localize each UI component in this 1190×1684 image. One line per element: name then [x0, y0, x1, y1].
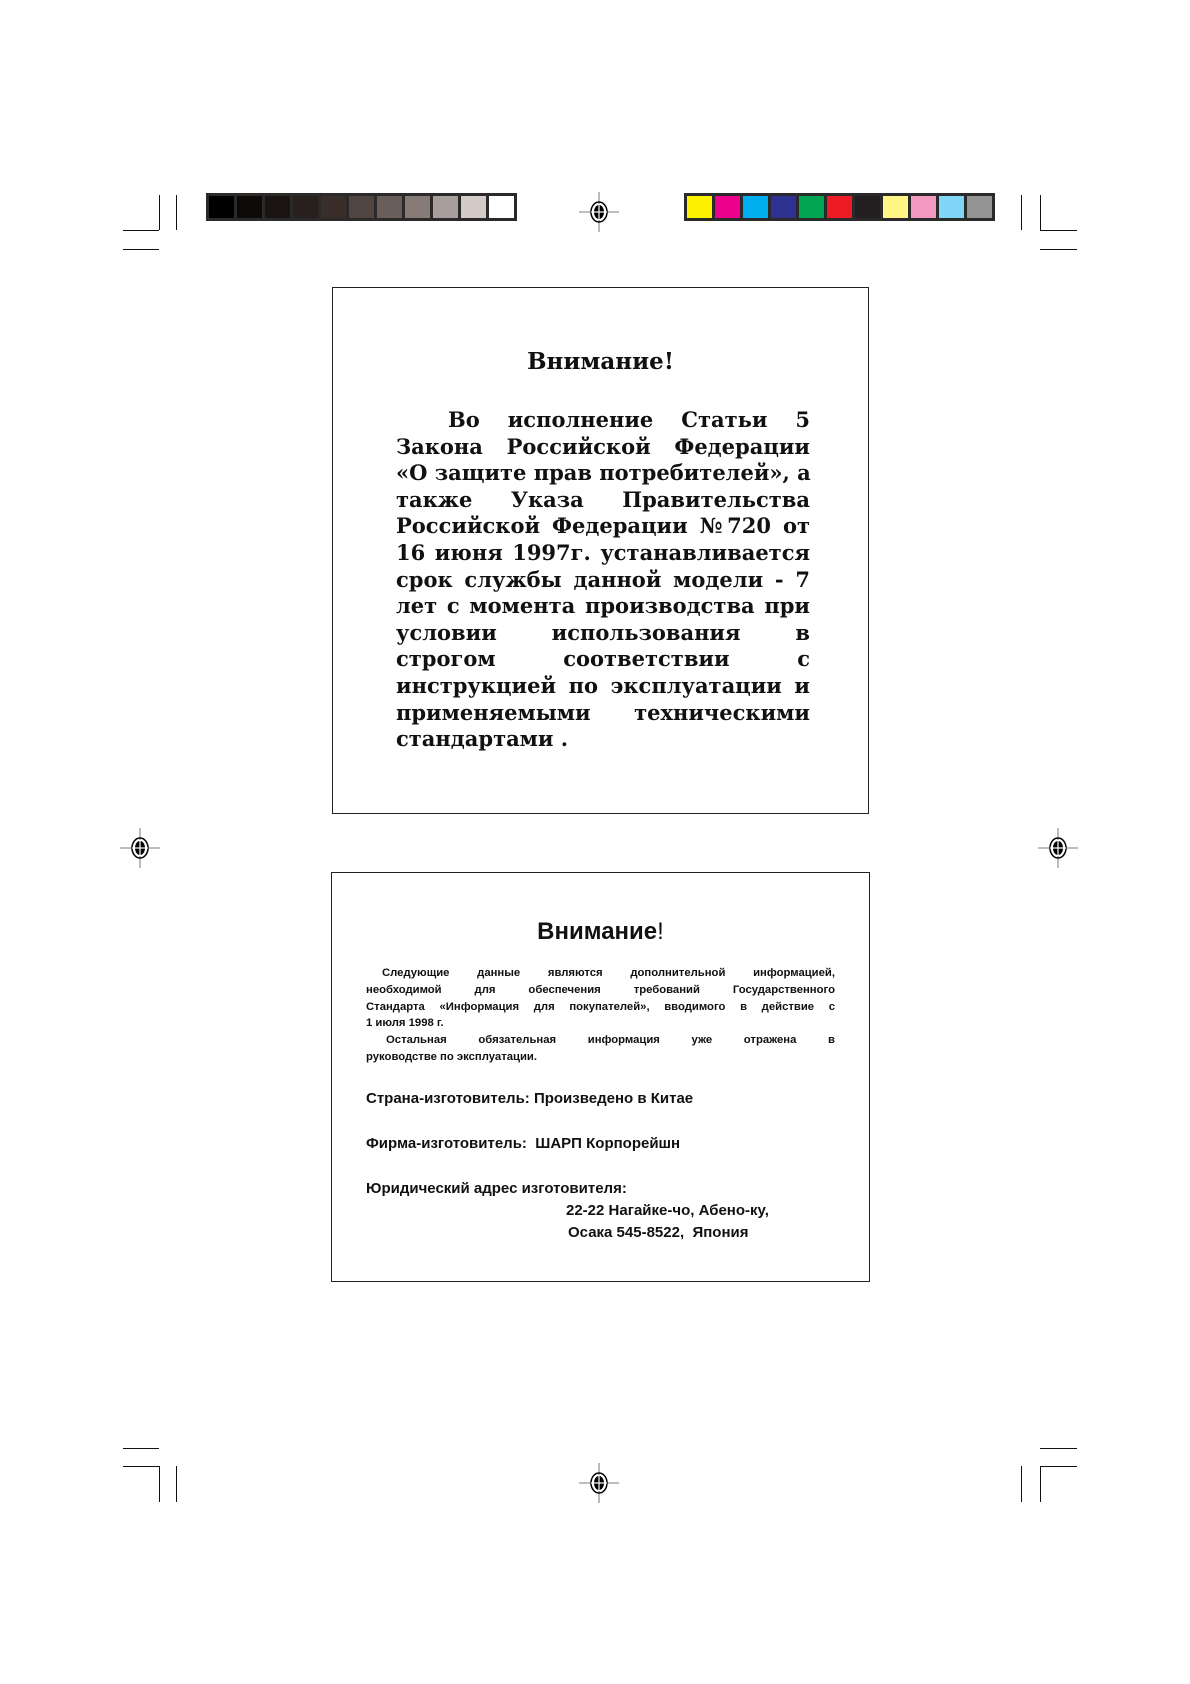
color-swatch: [827, 196, 852, 218]
notice-body: [366, 965, 835, 1066]
registration-mark-icon: [579, 192, 619, 232]
address-line: 22-22 Нагайке-чо, Абено-ку,: [566, 1202, 769, 1219]
registration-mark-icon: [579, 1463, 619, 1503]
color-swatch: [461, 196, 486, 218]
manufacturer: Фирма-изготовитель: ШАРП Корпорейшн: [366, 1135, 681, 1152]
notice-title: Внимание!: [527, 348, 674, 375]
color-swatch: [687, 196, 712, 218]
notice-line: лет с момента производства при: [396, 593, 810, 619]
notice-line: Во исполнение Статьи 5: [448, 407, 810, 432]
color-calibration-bar: [684, 193, 995, 221]
registration-mark-icon: [120, 828, 160, 868]
color-swatch: [743, 196, 768, 218]
color-swatch: [967, 196, 992, 218]
notice-line: необходимой для обеспечения требований Государственного: [366, 983, 835, 996]
notice-line: строгом соответствии с: [396, 646, 810, 672]
notice-title-mark: !: [657, 918, 664, 945]
color-swatch: [265, 196, 290, 218]
notice-line: условии использования в: [396, 619, 810, 645]
color-swatch: [377, 196, 402, 218]
notice-title-text: Внимание: [537, 918, 658, 945]
notice-line: 16 июня 1997г. устанавливается: [396, 539, 810, 565]
notice-body: [396, 407, 810, 753]
color-swatch: [855, 196, 880, 218]
color-swatch: [433, 196, 458, 218]
notice-line: Закона Российской Федерации: [396, 433, 810, 459]
notice-line: стандартами .: [396, 726, 569, 752]
color-swatch: [883, 196, 908, 218]
notice-line: инструкцией по эксплуатации и: [396, 672, 810, 698]
color-swatch: [293, 196, 318, 218]
color-swatch: [321, 196, 346, 218]
color-swatch: [771, 196, 796, 218]
notice-line: Остальная обязательная информация уже отражена в: [386, 1034, 835, 1047]
notice-line: срок службы данной модели - 7: [396, 566, 810, 592]
color-swatch: [715, 196, 740, 218]
color-swatch: [799, 196, 824, 218]
color-swatch: [939, 196, 964, 218]
notice-line: Следующие данные являются дополнительной информацией,: [382, 967, 835, 979]
notice-line: применяемыми техническими: [396, 699, 810, 725]
notice-title: [332, 918, 869, 946]
notice-line: «О защите прав потребителей», а: [396, 460, 811, 486]
manufacturer-info-notice: [331, 872, 870, 1282]
notice-line: Российской Федерации №720 от: [396, 513, 810, 539]
color-swatch: [209, 196, 234, 218]
notice-line: 1 июля 1998 г.: [366, 1017, 444, 1030]
color-swatch: [489, 196, 514, 218]
color-swatch: [349, 196, 374, 218]
notice-line: также Указа Правительства: [396, 486, 810, 512]
color-swatch: [405, 196, 430, 218]
country-of-origin: Страна-изготовитель: Произведено в Китае: [366, 1090, 694, 1107]
color-swatch: [911, 196, 936, 218]
notice-line: руководстве по эксплуатации.: [366, 1050, 537, 1063]
grayscale-calibration-bar: [206, 193, 517, 221]
address-label: Юридический адрес изготовителя:: [366, 1180, 627, 1197]
notice-line: Стандарта «Информация для покупателей», вводимого в действие с: [366, 1000, 835, 1013]
color-swatch: [237, 196, 262, 218]
service-life-notice: [332, 287, 869, 814]
address-line: Осака 545-8522, Япония: [568, 1224, 749, 1241]
registration-mark-icon: [1038, 828, 1078, 868]
